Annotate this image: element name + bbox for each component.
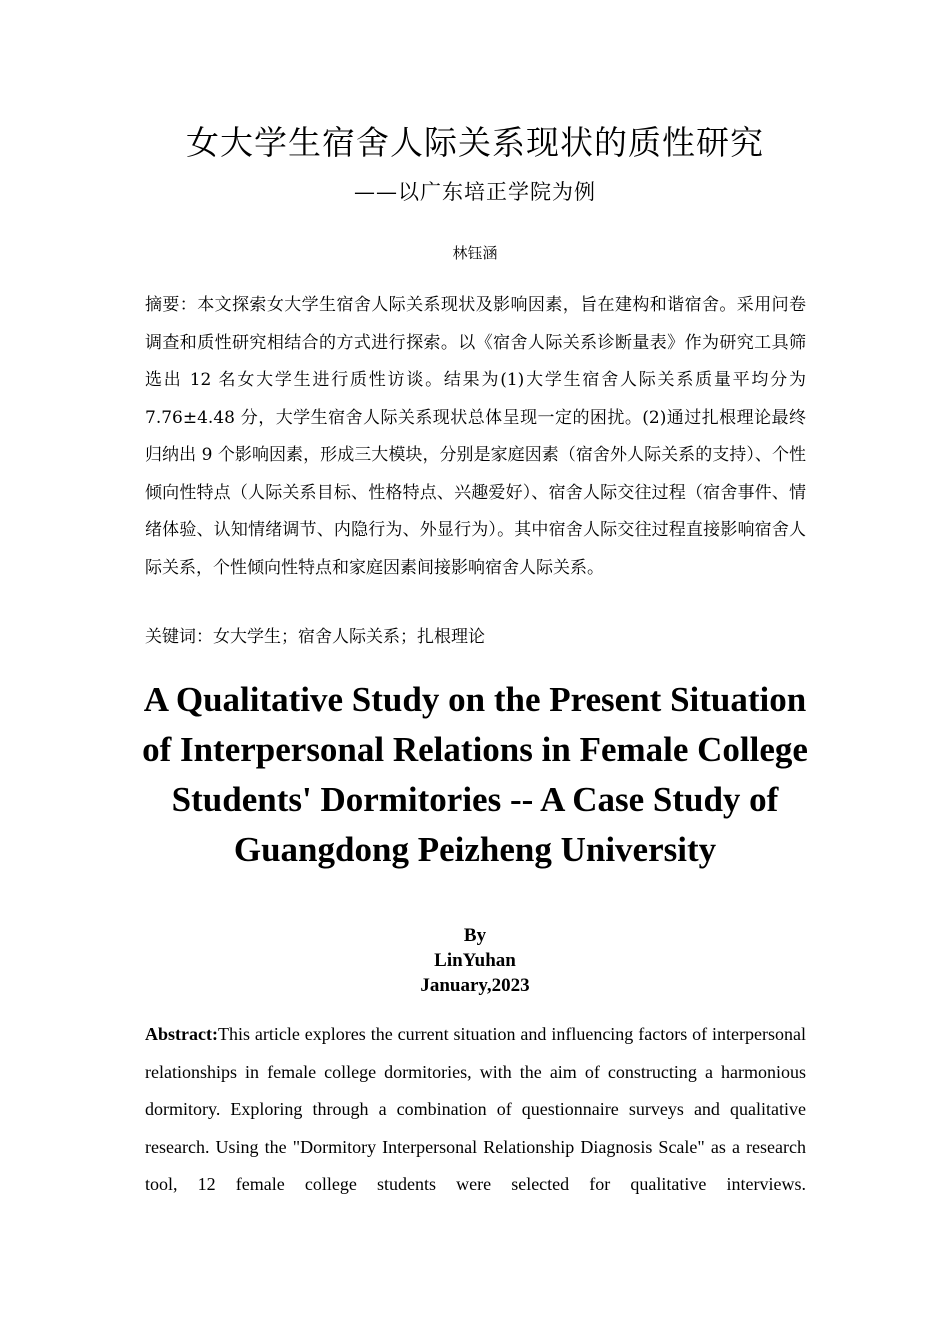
- english-date: January,2023: [420, 975, 530, 996]
- chinese-keywords-label: 关键词：: [145, 627, 213, 647]
- chinese-author: 林钰涵: [452, 244, 498, 262]
- chinese-subtitle: ——以广东培正学院为例: [354, 180, 596, 204]
- english-abstract: [145, 1016, 806, 1204]
- chinese-abstract-text: 本文探索女大学生宿舍人际关系现状及影响因素，旨在建构和谐宿舍。采用问卷调查和质性研究相结合的方式进行探索。以《宿舍人际关系诊断量表》作为研究工具筛选出 12 名女大学生进行质性访谈。结果为(1)大学生宿舍人际关系质量平均分为 7.76±4.48 分，大学生宿舍人际关系现状总体呈现一定的困扰。(2)通过扎根理论最终归纳出 9 个影响因素，形成三大模块，分别是家庭因素（宿舍外人际关系的支持）、个性倾向性特点（人际关系目标、性格特点、兴趣爱好）、宿舍人际交往过程（宿舍事件、情绪体验、认知情绪调节、内隐行为、外显行为）。其中宿舍人际交往过程直接影响宿舍人际关系，个性倾向性特点和家庭因素间接影响宿舍人际关系。: [145, 295, 807, 578]
- chinese-keywords-text: 女大学生；宿舍人际关系；扎根理论: [213, 627, 485, 647]
- english-by: By: [463, 925, 487, 946]
- chinese-abstract-label: 摘要：: [145, 295, 198, 315]
- chinese-keywords: [145, 622, 806, 652]
- english-abstract-label: Abstract:: [145, 1024, 218, 1044]
- english-author: LinYuhan: [434, 950, 516, 971]
- english-abstract-text: This article explores the current situation and influencing factors of interpersonal relationships in female college dormitories, with the aim of constructing a harmonious dormitory. Exploring through a combination of questionnaire surveys and qualitative research. Using the "Dormitory Interpersonal Relationship Diagnosis Scale" as a research tool, 12 female college students were selected for qualitative interviews.: [145, 1024, 806, 1194]
- english-title: A Qualitative Study on the Present Situation of Interpersonal Relations in Female College Students' Dormitories -- A Case Study of Guangdong Peizheng University: [142, 680, 808, 869]
- chinese-title: 女大学生宿舍人际关系现状的质性研究: [186, 123, 764, 162]
- chinese-abstract: [145, 287, 806, 587]
